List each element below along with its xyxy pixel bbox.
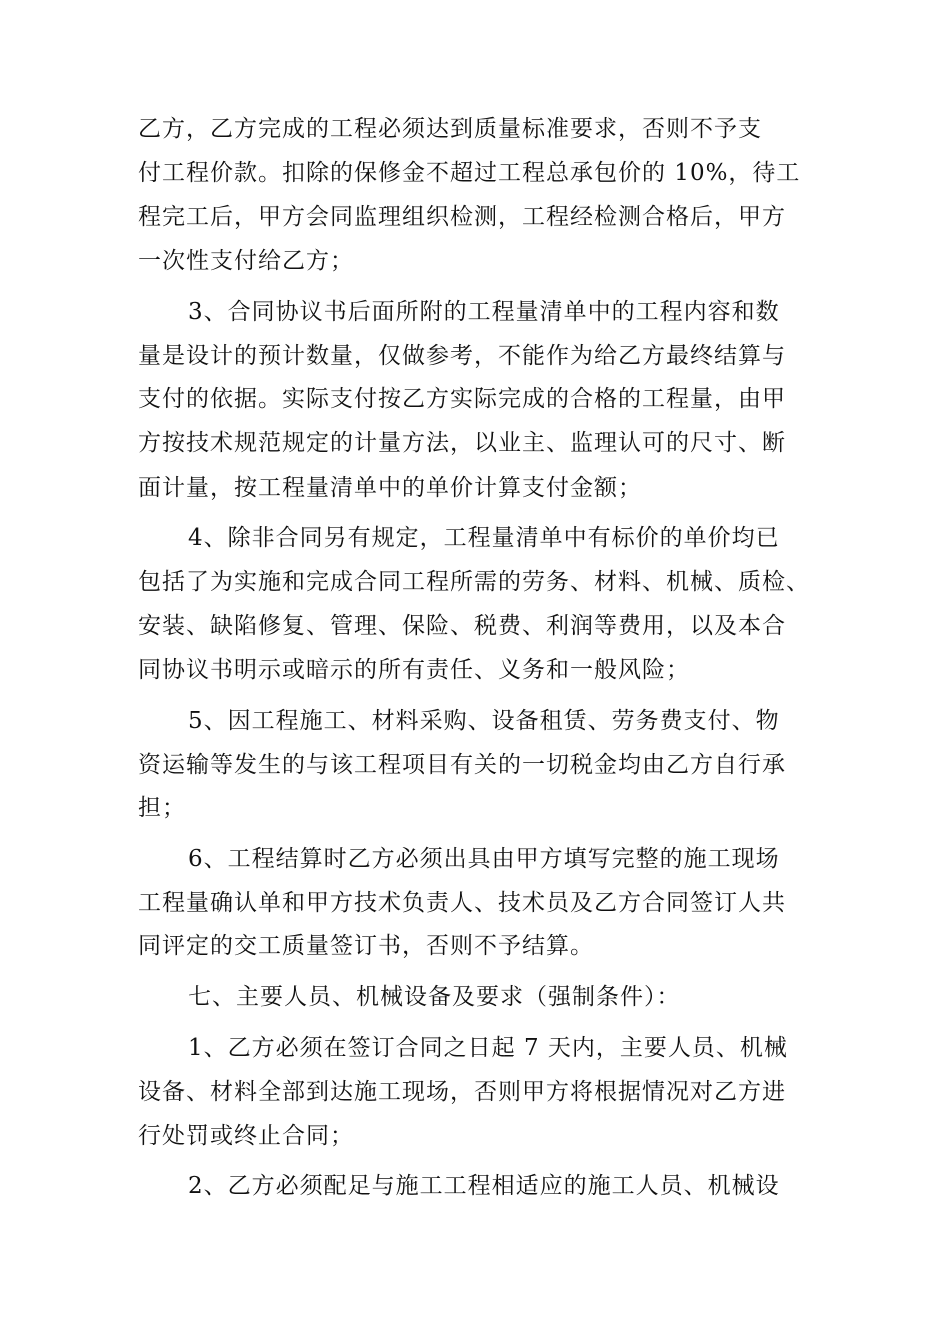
text-line: 乙方，乙方完成的工程必须达到质量标准要求，否则不予支 xyxy=(138,116,762,142)
text-line: 程完工后，甲方会同监理组织检测，工程经检测合格后，甲方 xyxy=(138,204,786,230)
text-line: 担； xyxy=(138,795,186,821)
text-line: 包括了为实施和完成合同工程所需的劳务、材料、机械、质检、 xyxy=(138,569,810,595)
paragraph-start-line: 5、因工程施工、材料采购、设备租赁、劳务费支付、物 xyxy=(188,708,780,734)
paragraph-start-line: 3、合同协议书后面所附的工程量清单中的工程内容和数 xyxy=(188,299,780,325)
text-line: 付工程价款。扣除的保修金不超过工程总承包价的 10%，待工 xyxy=(138,160,801,186)
text-line: 行处罚或终止合同； xyxy=(138,1123,354,1149)
section-heading: 七、主要人员、机械设备及要求（强制条件）： xyxy=(188,984,681,1010)
text-line: 方按技术规范规定的计量方法，以业主、监理认可的尺寸、断 xyxy=(138,430,786,456)
text-line: 同评定的交工质量签订书，否则不予结算。 xyxy=(138,933,594,959)
paragraph-start-line: 6、工程结算时乙方必须出具由甲方填写完整的施工现场 xyxy=(188,846,780,872)
text-line: 设备、材料全部到达施工现场，否则甲方将根据情况对乙方进 xyxy=(138,1079,786,1105)
text-line: 安装、缺陷修复、管理、保险、税费、利润等费用，以及本合 xyxy=(138,613,786,639)
paragraph-start-line: 2、乙方必须配足与施工工程相适应的施工人员、机械设 xyxy=(188,1173,780,1199)
paragraph-start-line: 1、乙方必须在签订合同之日起 7 天内，主要人员、机械 xyxy=(188,1035,788,1061)
paragraph-start-line: 4、除非合同另有规定，工程量清单中有标价的单价均已 xyxy=(188,525,780,551)
text-line: 工程量确认单和甲方技术负责人、技术员及乙方合同签订人共 xyxy=(138,890,786,916)
text-line: 量是设计的预计数量，仅做参考，不能作为给乙方最终结算与 xyxy=(138,343,786,369)
text-line: 一次性支付给乙方； xyxy=(138,248,354,274)
text-line: 面计量，按工程量清单中的单价计算支付金额； xyxy=(138,475,642,501)
text-line: 同协议书明示或暗示的所有责任、义务和一般风险； xyxy=(138,657,690,683)
text-line: 资运输等发生的与该工程项目有关的一切税金均由乙方自行承 xyxy=(138,752,786,778)
text-line: 支付的依据。实际支付按乙方实际完成的合格的工程量，由甲 xyxy=(138,386,786,412)
